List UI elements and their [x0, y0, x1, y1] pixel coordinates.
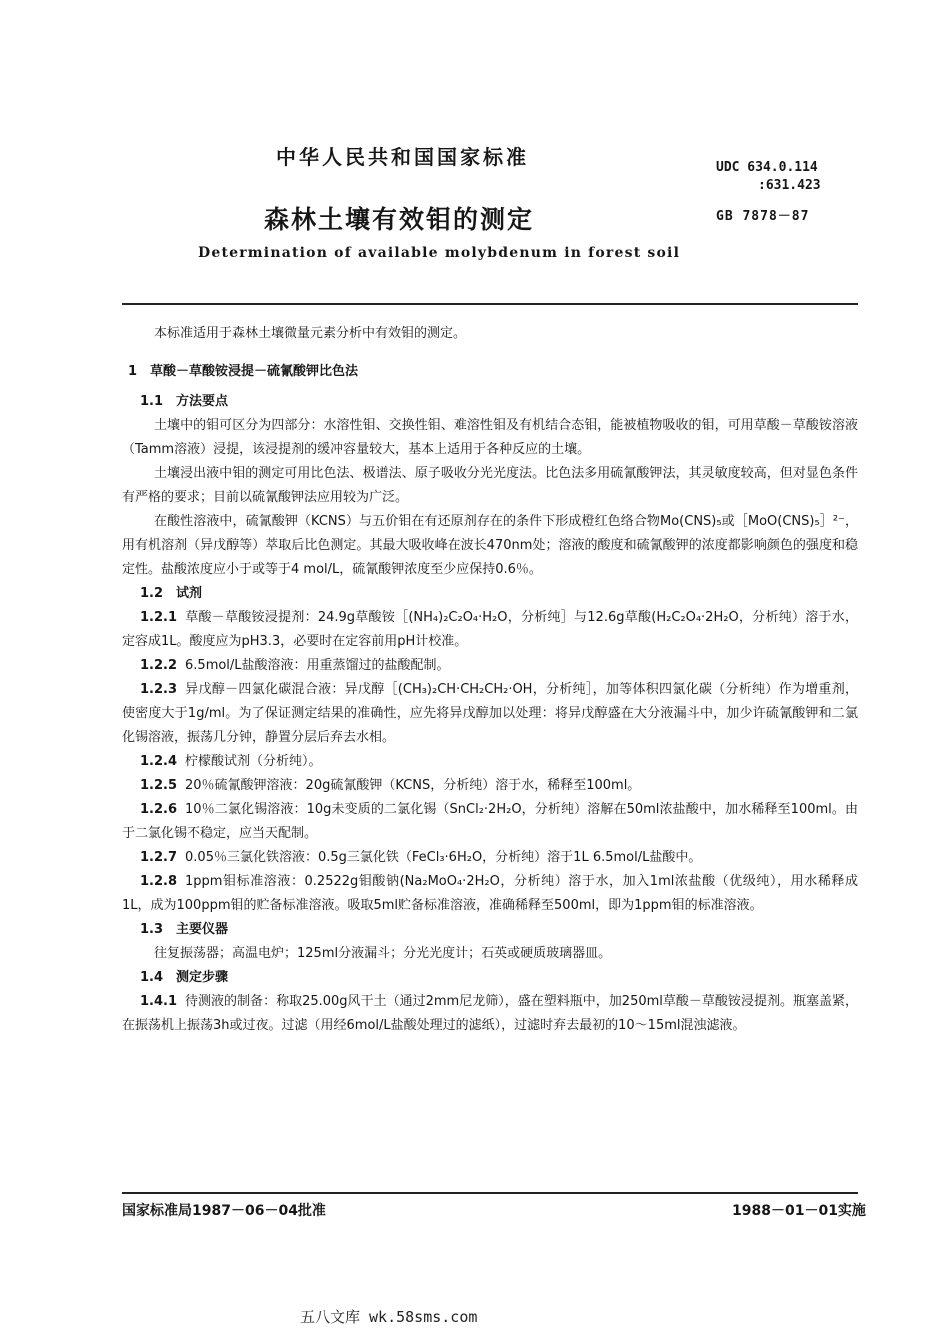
udc-code [716, 159, 821, 195]
item-text: 草酸－草酸铵浸提剂：24.9g草酸铵［(NH₄)₂C₂O₄·H₂O，分析纯］与12.6g草酸(H₂C₂O₄·2H₂O，分析纯）溶于水，定容成1L。酸度应为pH3.3，必要时在定容前用pH计校准。 [122, 610, 858, 649]
section-1-3-paragraph: 往复振荡器；高温电炉；125ml分液漏斗；分光光度计；石英或硬质玻璃器皿。 [154, 946, 612, 961]
national-standard-heading: 中华人民共和国国家标准 [276, 145, 529, 169]
section-1-1-heading: 1.1 方法要点 [140, 394, 229, 409]
reagent-item [122, 750, 858, 774]
intro-paragraph: 本标准适用于森林土壤微量元素分析中有效钼的测定。 [154, 326, 467, 341]
item-text: 20％硫氰酸钾溶液：20g硫氰酸钾（KCNS，分析纯）溶于水，稀释至100ml。 [185, 778, 641, 793]
footer-rule [122, 1192, 858, 1194]
item-number: 1.2.4 [140, 754, 178, 769]
item-number: 1.2.6 [140, 802, 178, 817]
english-title: Determination of available molybdenum in forest soil [198, 245, 681, 261]
section-1-1-paragraph-1: 土壤中的钼可区分为四部分：水溶性钼、交换性钼、难溶性钼及有机结合态钼，能被植物吸收的钼，可用草酸－草酸铵溶液（Tamm溶液）浸提，该浸提剂的缓冲容量较大，基本上适用于各种反应的土壤。 [122, 418, 858, 457]
item-text: 10％二氯化锡溶液：10g未变质的二氯化锡（SnCl₂·2H₂O，分析纯）溶解在50ml浓盐酸中，加水稀释至100ml。由于二氯化锡不稳定，应当天配制。 [122, 802, 858, 841]
section-1-2-heading: 1.2 试剂 [140, 586, 203, 601]
document-title: 森林土壤有效钼的测定 [264, 205, 535, 234]
udc-line-1: UDC 634.0.114 [716, 160, 818, 175]
item-number: 1.2.8 [140, 874, 178, 889]
item-text: 柠檬酸试剂（分析纯）。 [185, 754, 322, 769]
item-number: 1.2.1 [140, 610, 178, 625]
item-number: 1.2.7 [140, 850, 178, 865]
reagent-item [122, 678, 858, 750]
item-text: 异戊醇－四氯化碳混合液：异戊醇［(CH₃)₂CH·CH₂CH₂·OH，分析纯］，加等体积四氯化碳（分析纯）作为增重剂，使密度大于1g/ml。为了保证测定结果的准确性，应先将异戊醇加以处理：将异戊醇盛在大分液漏斗中，加少许硫氰酸钾和二氯化锡溶液，振荡几分钟，静置分层后弃去水相。 [122, 682, 858, 745]
section-1-3-heading: 1.3 主要仪器 [140, 922, 229, 937]
item-text: 待测液的制备：称取25.00g风干土（通过2mm尼龙筛），盛在塑料瓶中，加250ml草酸－草酸铵浸提剂。瓶塞盖紧，在振荡机上振荡3h或过夜。过滤（用经6mol/L盐酸处理过的滤纸），过滤时弃去最初的10～15ml混浊滤液。 [122, 994, 858, 1033]
reagent-item [122, 798, 858, 846]
reagent-item [122, 654, 858, 678]
document-body [122, 318, 858, 1038]
watermark-text: 五八文库 wk.58sms.com [300, 1308, 478, 1326]
item-text: 0.05％三氯化铁溶液：0.5g三氯化铁（FeCl₃·6H₂O，分析纯）溶于1L 6.5mol/L盐酸中。 [185, 850, 702, 865]
item-text: 1ppm钼标准溶液：0.2522g钼酸钠(Na₂MoO₄·2H₂O，分析纯）溶于水，加入1ml浓盐酸（优级纯），用水稀释成1L，成为100ppm钼的贮备标准溶液。吸取5ml贮备标准溶液，准确稀释至500ml，即为1ppm钼的标准溶液。 [122, 874, 858, 913]
reagent-item [122, 774, 858, 798]
item-number: 1.4.1 [140, 994, 178, 1009]
gb-number: GB 7878－87 [716, 209, 810, 224]
effective-date: 1988－01－01实施 [732, 1203, 866, 1219]
reagent-list [122, 606, 858, 918]
item-text: 6.5mol/L盐酸溶液：用重蒸馏过的盐酸配制。 [185, 658, 450, 673]
udc-line-2: :631.423 [758, 178, 821, 193]
approval-date: 国家标准局1987－06－04批准 [122, 1203, 326, 1219]
section-1-1-paragraph-2: 土壤浸出液中钼的测定可用比色法、极谱法、原子吸收分光光度法。比色法多用硫氰酸钾法，其灵敏度较高，但对显色条件有严格的要求；目前以硫氰酸钾法应用较为广泛。 [122, 466, 858, 505]
item-number: 1.2.5 [140, 778, 178, 793]
reagent-item [122, 606, 858, 654]
item-number: 1.2.3 [140, 682, 178, 697]
header-rule [122, 303, 858, 305]
reagent-item [122, 870, 858, 918]
section-1-4-heading: 1.4 测定步骤 [140, 970, 229, 985]
item-number: 1.2.2 [140, 658, 178, 673]
reagent-item [122, 846, 858, 870]
section-1-1-paragraph-3: 在酸性溶液中，硫氰酸钾（KCNS）与五价钼在有还原剂存在的条件下形成橙红色络合物Mo(CNS)₅或［MoO(CNS)₅］²⁻，用有机溶剂（异戊醇等）萃取后比色测定。其最大吸收峰在波长470nm处；溶液的酸度和硫氰酸钾的浓度都影响颜色的强度和稳定性。盐酸浓度应小于或等于4 mol/L，硫氰酸钾浓度至少应保持0.6％。 [122, 514, 858, 577]
section-1-heading: 1 草酸－草酸铵浸提－硫氰酸钾比色法 [128, 364, 359, 379]
procedure-item [122, 990, 858, 1038]
